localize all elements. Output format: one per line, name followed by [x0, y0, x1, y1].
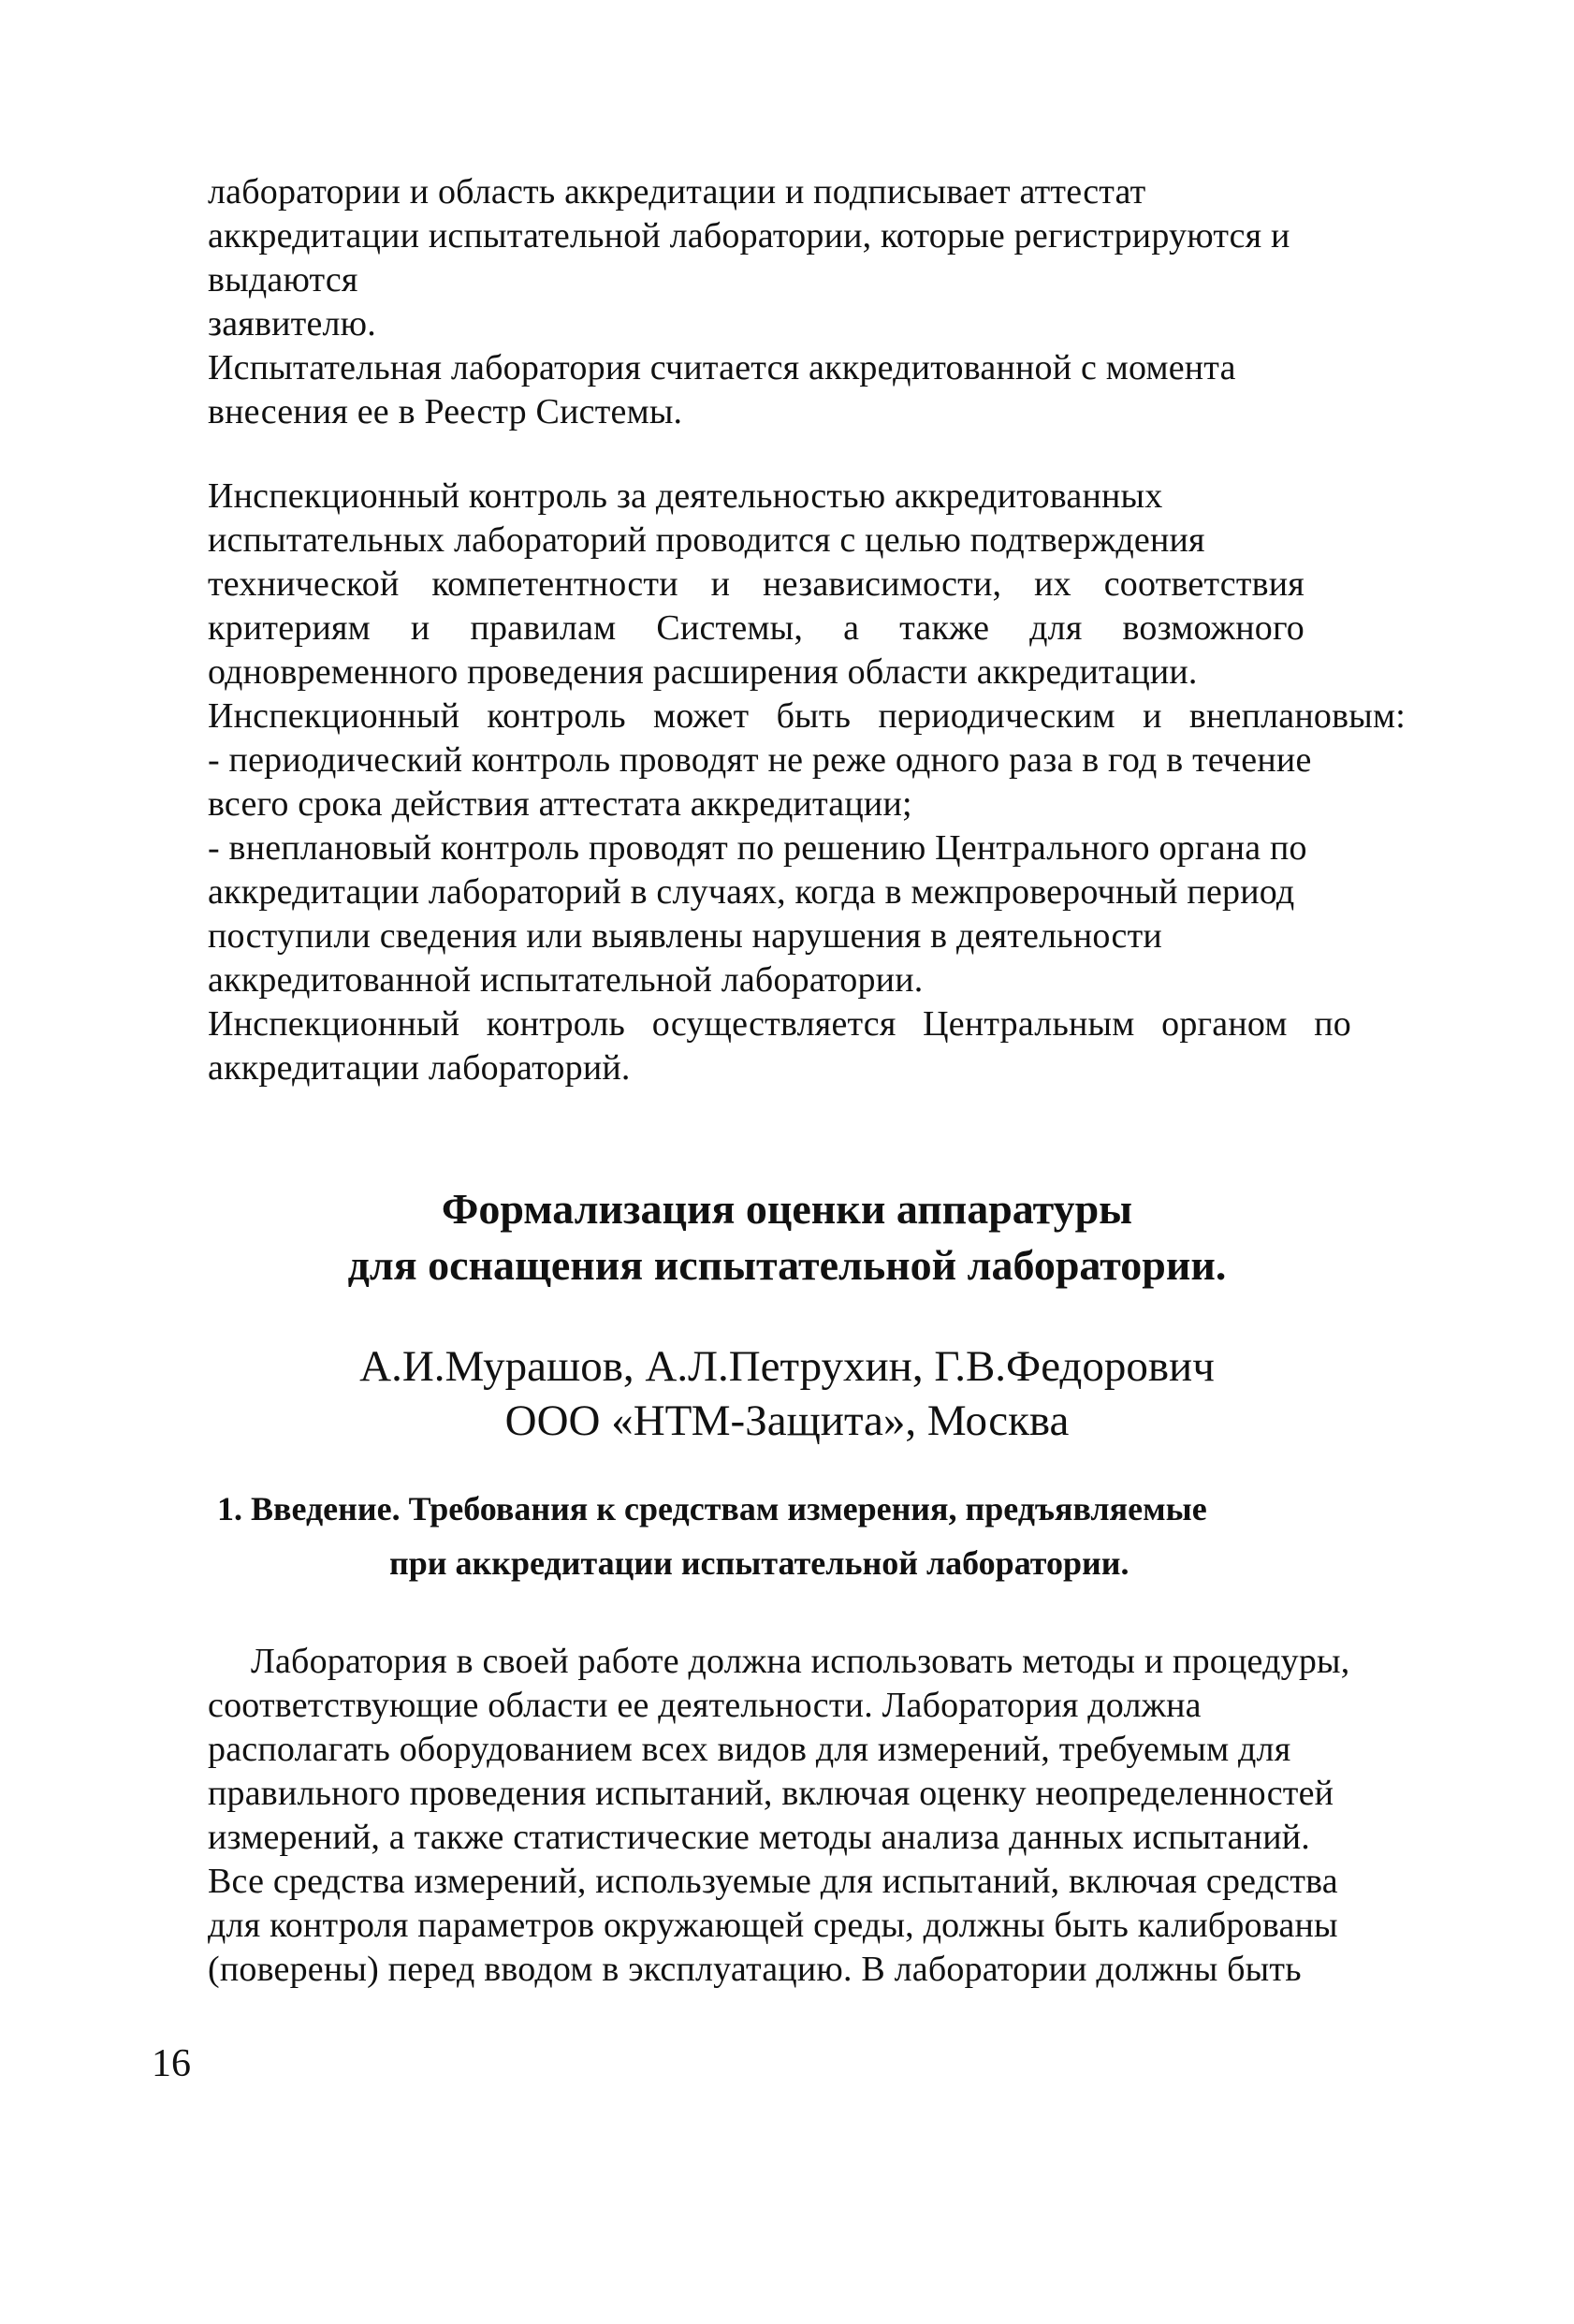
text-line: Испытательная лаборатория считается аккредитованной с момента: [208, 348, 1236, 387]
text-line: измерений, а также статистические методы анализа данных испытаний.: [208, 1818, 1310, 1857]
text-line: располагать оборудованием всех видов для измерений, требуемым для: [208, 1730, 1291, 1769]
text-line: испытательных лабораторий проводится с целью подтверждения: [208, 520, 1205, 560]
page-number: 16: [152, 2042, 191, 2085]
text-line: Инспекционный контроль может быть периодическим и внеплановым:: [208, 696, 1406, 736]
text-line: лаборатории и область аккредитации и подписывает аттестат: [208, 172, 1146, 212]
text-line: (поверены) перед вводом в эксплуатацию. В лаборатории должны быть: [208, 1950, 1302, 1989]
text-line: внесения ее в Реестр Системы.: [208, 392, 683, 431]
text-line: соответствующие области ее деятельности. Лаборатория должна: [208, 1686, 1202, 1725]
article-affiliation: ООО «НТМ-Защита», Москва: [504, 1396, 1070, 1445]
text-line: выдаются: [208, 260, 358, 300]
text-line: аккредитованной испытательной лаборатории.: [208, 960, 924, 1000]
text-line: Все средства измерений, используемые для испытаний, включая средства: [208, 1862, 1338, 1901]
text-line: аккредитации лабораторий.: [208, 1048, 631, 1088]
text-line: Лаборатория в своей работе должна использовать методы и процедуры,: [251, 1642, 1350, 1681]
text-line: технической компетентности и независимости, их соответствия: [208, 564, 1304, 604]
text-line: критериям и правилам Системы, а также для возможного: [208, 608, 1304, 648]
text-line: аккредитации лабораторий в случаях, когда в межпроверочный период: [208, 872, 1295, 912]
text-line: поступили сведения или выявлены нарушения в деятельности: [208, 916, 1162, 956]
article-authors: А.И.Мурашов, А.Л.Петрухин, Г.В.Федорович: [359, 1342, 1215, 1391]
text-line: - внеплановый контроль проводят по решению Центрального органа по: [208, 828, 1307, 868]
article-title-line: для оснащения испытательной лаборатории.: [347, 1241, 1227, 1289]
text-line: Инспекционный контроль осуществляется Центральным органом по: [208, 1004, 1351, 1044]
text-line: всего срока действия аттестата аккредитации;: [208, 784, 912, 824]
text-line: для контроля параметров окружающей среды, должны быть калиброваны: [208, 1906, 1338, 1945]
text-line: Инспекционный контроль за деятельностью аккредитованных: [208, 476, 1163, 516]
text-line: - периодический контроль проводят не реже одного раза в год в течение: [208, 740, 1312, 780]
text-line: одновременного проведения расширения области аккредитации.: [208, 652, 1198, 692]
section-heading: 1. Введение. Требования к средствам измерения, предъявляемые: [217, 1490, 1207, 1527]
text-line: правильного проведения испытаний, включая оценку неопределенностей: [208, 1774, 1334, 1813]
article-title-line: Формализация оценки аппаратуры: [441, 1185, 1133, 1233]
section-heading: при аккредитации испытательной лаборатории.: [389, 1544, 1129, 1582]
text-line: аккредитации испытательной лаборатории, которые регистрируются и: [208, 216, 1290, 256]
text-line: заявителю.: [208, 304, 376, 343]
